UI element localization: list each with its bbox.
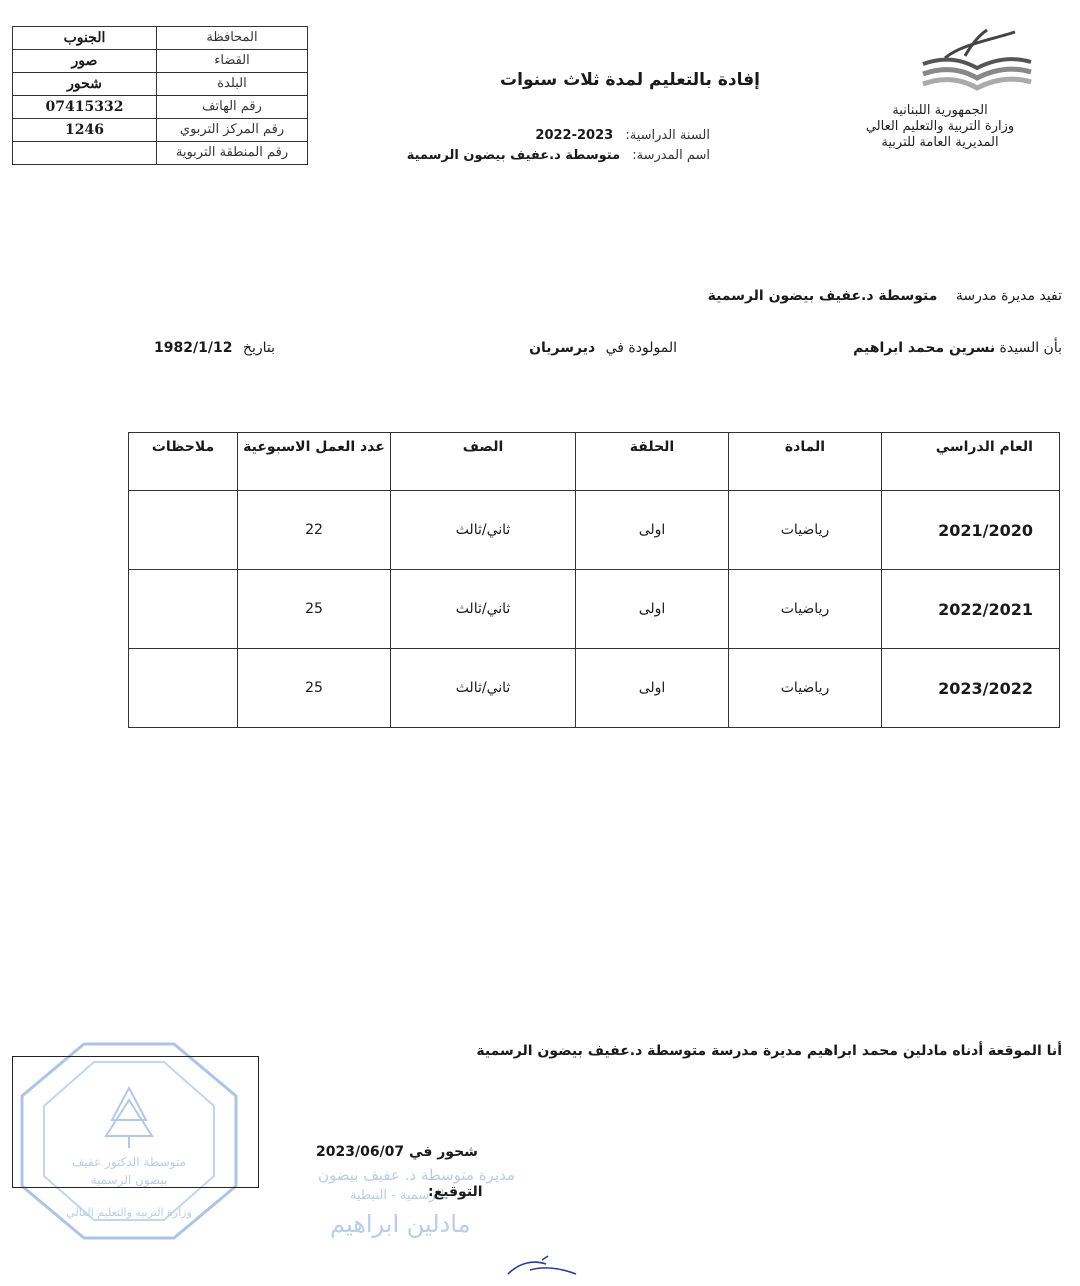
place-date: شحور في 2023/06/07 [316, 1144, 478, 1160]
grade-cell: ثاني/ثالث [391, 649, 576, 728]
ministry-logo-icon [915, 20, 1035, 100]
info-row [13, 96, 308, 119]
hours-cell: 25 [238, 570, 391, 649]
info-label: رقم الهاتف [157, 96, 308, 119]
school-name-label: اسم المدرسة: [632, 148, 710, 163]
cycle-cell: اولى [576, 649, 729, 728]
info-label: رقم المنطقة التربوية [157, 142, 308, 165]
header-subject: المادة [729, 433, 882, 491]
info-row [13, 119, 308, 142]
birthplace-line [529, 340, 677, 356]
grade-cell: ثاني/ثالث [391, 491, 576, 570]
school-name-line [407, 148, 710, 163]
person-line [853, 340, 1062, 356]
subject-cell: رياضيات [729, 649, 882, 728]
header-cycle: الحلقة [576, 433, 729, 491]
seal-line-2: بيضون الرسمية [90, 1173, 168, 1187]
stamp-frame [12, 1056, 259, 1188]
hours-cell: 25 [238, 649, 391, 728]
year-cell: 2022/2021 [882, 570, 1060, 649]
certifier-line [708, 288, 1062, 304]
ministry-name-block [830, 103, 1050, 151]
ministry-line-3: المديرية العامة للتربية [881, 135, 999, 150]
notes-cell [129, 491, 238, 570]
info-label: القضاء [157, 50, 308, 73]
subject-cell: رياضيات [729, 491, 882, 570]
cycle-cell: اولى [576, 570, 729, 649]
ministry-line-2: وزارة التربية والتعليم العالي [865, 119, 1015, 134]
cycle-cell: اولى [576, 491, 729, 570]
school-name-value: متوسطة د.عفيف بيضون الرسمية [406, 148, 621, 163]
hours-cell: 22 [238, 491, 391, 570]
person-name: نسرين محمد ابراهيم [853, 340, 996, 356]
info-row [13, 27, 308, 50]
school-year-value: 2023-2022 [535, 128, 614, 143]
table-row [129, 649, 1060, 728]
stamp-line-3: مادلين ابراهيم [330, 1210, 471, 1238]
table-row [129, 570, 1060, 649]
info-value: صور [13, 50, 157, 73]
info-value [13, 142, 157, 165]
handwritten-signature [500, 1252, 580, 1282]
header-weekly-hours: عدد العمل الاسبوعية [238, 433, 391, 491]
year-cell: 2021/2020 [882, 491, 1060, 570]
certifier-school: متوسطة د.عفيف بيضون الرسمية [707, 288, 938, 304]
stamp-line-2: الرسمية - النبطية [350, 1188, 444, 1203]
birthdate-line [154, 340, 275, 356]
header-school-year: العام الدراسي [882, 433, 1060, 491]
info-row [13, 142, 308, 165]
info-label: المحافظة [157, 27, 308, 50]
teaching-record-table [128, 432, 1060, 728]
seal-line-3: وزارة التربية والتعليم العالي [66, 1206, 192, 1219]
info-value: 1246 [13, 119, 157, 142]
info-label: رقم المركز التربوي [157, 119, 308, 142]
table-header-row [129, 433, 1060, 491]
grade-cell: ثاني/ثالث [391, 570, 576, 649]
seal-line-1: متوسطة الدكتور عفيف [71, 1155, 187, 1169]
notes-cell [129, 570, 238, 649]
info-value: شحور [13, 73, 157, 96]
declaration-line: أنا الموقعة أدناه مادلين محمد ابراهيم مديرة مدرسة متوسطة د.عفيف بيضون الرسمية [476, 1043, 1062, 1059]
person-prefix: بأن السيدة [999, 340, 1062, 356]
school-year-label: السنة الدراسية: [625, 128, 710, 143]
document-title: إفادة بالتعليم لمدة ثلاث سنوات [500, 70, 760, 90]
table-row [129, 491, 1060, 570]
born-label: المولودة في [605, 340, 677, 356]
born-place: ديرسريان [529, 340, 596, 356]
info-value: 07415332 [13, 96, 157, 119]
info-label: البلدة [157, 73, 308, 96]
info-value: الجنوب [13, 27, 157, 50]
stamp-line-1: مديرة متوسطة د. عفيف بيضون [318, 1166, 516, 1184]
location-info-table [12, 26, 308, 165]
subject-cell: رياضيات [729, 570, 882, 649]
signature-label: التوقيع: [428, 1184, 483, 1200]
certifier-prefix: تفيد مديرة مدرسة [955, 288, 1062, 304]
header-grade: الصف [391, 433, 576, 491]
ministry-line-1: الجمهورية اللبنانية [892, 103, 988, 118]
notes-cell [129, 649, 238, 728]
year-cell: 2023/2022 [882, 649, 1060, 728]
header-notes: ملاحظات [129, 433, 238, 491]
school-year-line [535, 128, 710, 143]
info-row [13, 73, 308, 96]
date-label: بتاريخ [242, 340, 275, 356]
birth-date: 1982/1/12 [154, 340, 233, 356]
info-row [13, 50, 308, 73]
